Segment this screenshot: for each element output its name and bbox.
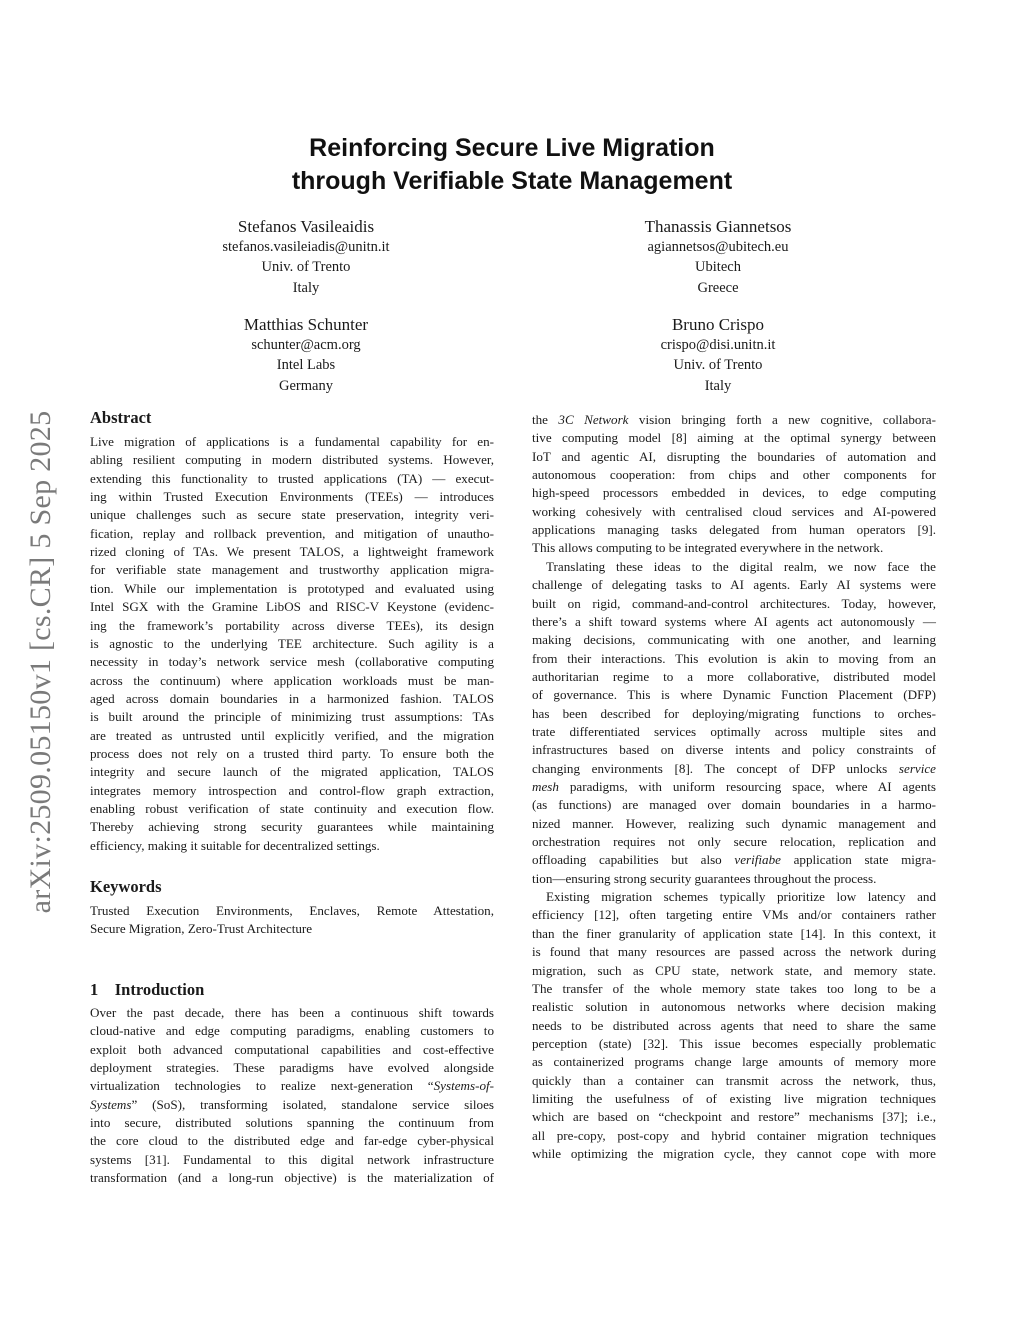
text-line <box>532 503 936 521</box>
text-span: process does not rely on a trusted third party. To ensure both the <box>90 745 494 761</box>
text-line <box>90 1077 494 1095</box>
text-line <box>532 668 936 686</box>
author-block <box>518 217 918 298</box>
paper-title-line-2: through Verifiable State Management <box>291 167 733 195</box>
text-line <box>532 705 936 723</box>
text-line <box>532 686 936 704</box>
text-span: systems [31]. Fundamental to this digital network infrastructure <box>90 1151 494 1167</box>
author-email[interactable]: crispo@disi.unitn.it <box>660 337 776 353</box>
text-span: paradigms, with uniform resourcing space, where AI agents <box>558 779 936 794</box>
text-line <box>90 902 494 920</box>
text-span: The transfer of the whole memory state takes too long to be a <box>532 980 936 996</box>
text-line <box>90 598 494 616</box>
text-span: all pre-copy, post-copy and hybrid container migration techniques <box>532 1127 936 1143</box>
author-affiliation: Univ. of Trento <box>261 259 351 276</box>
text-line <box>532 741 936 759</box>
text-span: exploit both advanced computational capabilities and cost-effective <box>90 1041 494 1057</box>
text-line <box>532 631 936 649</box>
text-span: across the continuum) where application workloads must be man- <box>90 672 494 688</box>
paper-title-line-1: Reinforcing Secure Live Migration <box>309 134 715 162</box>
text-line <box>532 1053 936 1071</box>
italic-text: mesh <box>532 779 559 794</box>
text-line <box>532 650 936 668</box>
text-line <box>532 815 936 833</box>
author-email[interactable]: schunter@acm.org <box>251 337 361 353</box>
text-span: limiting the usefulness of of existing live migration techniques <box>532 1090 936 1106</box>
text-line <box>532 521 936 539</box>
text-line <box>532 1127 936 1145</box>
text-line <box>90 488 494 506</box>
text-span: enabling robust verification of state continuity and execution flow. <box>90 801 494 816</box>
text-span: are treated as untrusted until explicitly verified, and the migration <box>90 727 494 743</box>
text-span: offloading capabilities but also <box>532 852 735 868</box>
text-span: working cohesively with centralised cloud services and AI-powered <box>532 503 936 519</box>
author-block <box>106 217 506 298</box>
text-span: authoritarian regime to a more collaborative, distributed model <box>532 668 936 684</box>
text-line <box>90 920 494 938</box>
text-line <box>90 561 494 579</box>
text-line <box>532 943 936 961</box>
text-line <box>90 1041 494 1059</box>
text-line <box>532 613 936 631</box>
text-span: migration, such as CPU state, network state, and memory state. <box>532 962 936 978</box>
text-span: while optimizing the migration cycle, they cannot cope with more <box>532 1146 936 1161</box>
text-line <box>90 1004 494 1022</box>
text-line <box>532 980 936 998</box>
author-country: Germany <box>279 377 333 394</box>
author-email[interactable]: agiannetsos@ubitech.eu <box>647 239 789 255</box>
text-line <box>532 1035 936 1053</box>
text-line <box>90 580 494 598</box>
text-line <box>90 470 494 488</box>
text-line <box>90 1096 494 1114</box>
text-line <box>90 635 494 653</box>
text-line <box>532 925 936 943</box>
text-span: IoT and agentic AI, disrupting the boundaries of automation and <box>532 448 936 464</box>
text-span: as containerized programs change large amounts of memory more <box>532 1054 936 1070</box>
text-line <box>90 1169 494 1187</box>
author-affiliation: Univ. of Trento <box>673 357 763 374</box>
text-span: necessity in today’s network service mesh (collaborative computing <box>90 654 494 670</box>
text-span: applications managing tasks delegated from human operators [9]. <box>532 522 936 538</box>
text-span: there’s a shift toward systems where AI agents act autonomously — <box>532 613 936 629</box>
text-span: tion. While our implementation is prototyped and evaluated using <box>90 580 494 596</box>
text-line <box>532 484 936 502</box>
text-line <box>532 429 936 447</box>
text-span: infrastructures based on diverse intents and policy constraints of <box>532 742 936 758</box>
text-span: high-speed processors embedded in devices, to edge computing <box>532 485 936 501</box>
text-line <box>532 906 936 924</box>
text-span: abling resilient computing in modern distributed systems. However, <box>90 452 494 468</box>
text-span: perception (state) [32]. This issue becomes especially problematic <box>532 1035 936 1051</box>
text-span: efficiency [12], often targeting entire VMs and/or containers rather <box>532 907 936 923</box>
text-span: Existing migration schemes typically prioritize low latency and <box>546 889 936 905</box>
text-span: ing the framework’s portability across diverse TEEs), its design <box>90 617 494 633</box>
text-span: efficiency, making it suitable for decentralized settings. <box>90 837 380 853</box>
text-line <box>90 800 494 818</box>
text-span: challenge of delegating tasks to AI agents. Early AI systems were <box>532 577 936 593</box>
text-line <box>532 778 936 796</box>
text-span: virtualization technologies to realize next-generation “ <box>90 1078 434 1094</box>
text-line <box>90 672 494 690</box>
italic-text: service <box>898 760 936 776</box>
text-span: orchestration requires not only secure relocation, replication and <box>532 834 936 850</box>
author-country: Greece <box>697 279 739 296</box>
text-line <box>90 617 494 635</box>
text-line <box>532 1090 936 1108</box>
text-span: tion—ensuring strong security guarantees throughout the process. <box>532 870 877 886</box>
text-line <box>90 818 494 836</box>
text-span: making decisions, communicating with one another, and learning <box>532 632 936 648</box>
text-line <box>532 998 936 1016</box>
text-line <box>532 411 936 429</box>
text-line <box>90 745 494 763</box>
author-name: Thanassis Giannetsos <box>644 217 792 236</box>
text-span: is found that many resources are passed across the network during <box>532 944 936 960</box>
text-line <box>90 727 494 745</box>
author-block <box>106 315 506 396</box>
text-span: extending this functionality to trusted applications (TA) — execut- <box>90 470 494 486</box>
text-span: ” (SoS), transforming isolated, standalone service siloes <box>131 1096 494 1112</box>
text-span: trate differentiated services optimally across multiple sites and <box>532 723 936 739</box>
text-line <box>532 833 936 851</box>
text-span: Translating these ideas to the digital realm, we now face the <box>546 558 936 574</box>
text-line <box>90 433 494 451</box>
author-country: Italy <box>704 377 732 394</box>
author-email[interactable]: stefanos.vasileiadis@unitn.it <box>222 239 390 255</box>
text-span: Intel SGX with the Gramine LibOS and RISC-V Keystone (evidenc- <box>90 599 494 615</box>
text-span: is built around the principle of minimizing trust assumptions: TAs <box>90 709 494 725</box>
text-line <box>90 690 494 708</box>
text-span: than the finer granularity of application state [14]. In this context, it <box>532 925 936 941</box>
text-span: for verifiable state management and trustworthy application migra- <box>90 562 494 578</box>
text-span: integrates memory introspection and control-flow graph extraction, <box>90 782 494 798</box>
text-line <box>532 448 936 466</box>
text-line <box>90 653 494 671</box>
text-span: aged across domain boundaries in a harmonized fashion. TALOS <box>90 690 494 706</box>
text-span: Over the past decade, there has been a continuous shift towards <box>90 1005 494 1020</box>
text-span: fication, replay and rollback prevention, and mitigation of unautho- <box>90 525 494 541</box>
author-name: Matthias Schunter <box>243 315 369 334</box>
text-line <box>90 1132 494 1150</box>
text-line <box>90 1022 494 1040</box>
abstract-heading: Abstract <box>90 408 152 427</box>
italic-text: 3C Network <box>558 412 629 427</box>
text-line <box>532 796 936 814</box>
italic-text: verifiabe <box>734 852 781 868</box>
author-affiliation: Intel Labs <box>276 357 336 374</box>
text-line <box>532 539 936 557</box>
text-span: tive computing model [8] aiming at the optimal synergy between <box>532 430 936 446</box>
text-span: is agnostic to the underlying TEE architecture. Such agility is a <box>90 635 494 651</box>
text-line <box>90 1151 494 1169</box>
text-span: has been described for deploying/migrating functions to orches- <box>532 705 936 721</box>
text-line <box>532 595 936 613</box>
text-span: needs to be distributed across agents that need to share the same <box>532 1017 936 1033</box>
text-line <box>532 466 936 484</box>
introduction-heading: 1 Introduction <box>90 980 205 999</box>
text-line <box>90 782 494 800</box>
text-span: integrity and secure launch of the migrated application, TALOS <box>90 764 494 780</box>
text-span: vision bringing forth a new cognitive, collabora- <box>628 412 936 427</box>
text-line <box>90 1114 494 1132</box>
author-country: Italy <box>292 279 320 296</box>
text-line <box>90 708 494 726</box>
text-span: changing environments [8]. The concept of DFP unlocks <box>532 760 899 776</box>
text-line <box>532 576 936 594</box>
author-block <box>518 315 918 396</box>
text-line <box>532 723 936 741</box>
text-span: ing within Trusted Execution Environments (TEEs) — introduces <box>90 489 494 505</box>
text-span: This allows computing to be integrated everywhere in the network. <box>532 540 884 556</box>
text-span: the core cloud to the distributed edge and far-edge cyber-physical <box>90 1133 494 1149</box>
text-span: unique challenges such as secure state preservation, integrity veri- <box>90 507 494 523</box>
text-span: which are based on “checkpoint and restore” mechanisms [37]; i.e., <box>532 1109 936 1125</box>
text-span: Live migration of applications is a fundamental capability for en- <box>90 434 494 449</box>
author-affiliation: Ubitech <box>695 259 741 276</box>
text-span: Thereby achieving strong security guarantees while maintaining <box>90 819 494 835</box>
text-line <box>532 558 936 576</box>
text-line <box>90 525 494 543</box>
text-line <box>532 1108 936 1126</box>
author-name: Stefanos Vasileaidis <box>237 217 375 236</box>
text-span: nized manner. However, realizing such dynamic management and <box>532 815 936 831</box>
text-line <box>532 1145 936 1163</box>
text-span: Trusted Execution Environments, Enclaves, Remote Attestation, <box>90 903 494 918</box>
text-span: built on rigid, command-and-control architectures. Today, however, <box>532 595 936 611</box>
text-line <box>532 962 936 980</box>
text-span: from their interactions. This evolution is akin to moving from an <box>532 650 936 666</box>
text-span: of governance. This is where Dynamic Function Placement (DFP) <box>532 687 936 703</box>
text-line <box>90 506 494 524</box>
text-line <box>532 760 936 778</box>
keywords-heading: Keywords <box>90 877 162 896</box>
author-name: Bruno Crispo <box>671 315 765 334</box>
text-span: rized cloning of TAs. We present TALOS, a lightweight framework <box>90 544 494 560</box>
text-span: transformation (and a long-run objective) is the materialization of <box>90 1170 494 1186</box>
text-span: autonomous cooperation: from chips and other components for <box>532 467 936 483</box>
text-span: quickly than a container can transmit across the network, thus, <box>532 1072 936 1088</box>
text-line <box>532 870 936 888</box>
arxiv-identifier: arXiv:2509.05150v1 [cs.CR] 5 Sep 2025 <box>24 410 57 914</box>
text-line <box>90 763 494 781</box>
text-line <box>90 837 494 855</box>
text-line <box>532 888 936 906</box>
text-span: deployment strategies. These paradigms have evolved alongside <box>90 1060 494 1076</box>
text-span: (as functions) are managed over domain boundaries in a harmo- <box>532 797 936 813</box>
text-span: the <box>532 412 559 427</box>
italic-text: Systems <box>90 1096 132 1112</box>
text-line <box>90 543 494 561</box>
text-span: realistic solution in autonomous networks where decision making <box>532 999 936 1015</box>
text-line <box>532 1072 936 1090</box>
text-line <box>90 451 494 469</box>
text-line <box>532 1017 936 1035</box>
text-line <box>90 1059 494 1077</box>
italic-text: Systems-of- <box>433 1078 494 1094</box>
text-line <box>532 851 936 869</box>
text-span: Secure Migration, Zero-Trust Architecture <box>90 921 313 937</box>
text-span: application state migra- <box>780 852 937 868</box>
text-span: cloud-native and edge computing paradigms, enabling customers to <box>90 1023 494 1039</box>
text-span: into secure, distributed solutions spanning the continuum from <box>90 1115 494 1131</box>
